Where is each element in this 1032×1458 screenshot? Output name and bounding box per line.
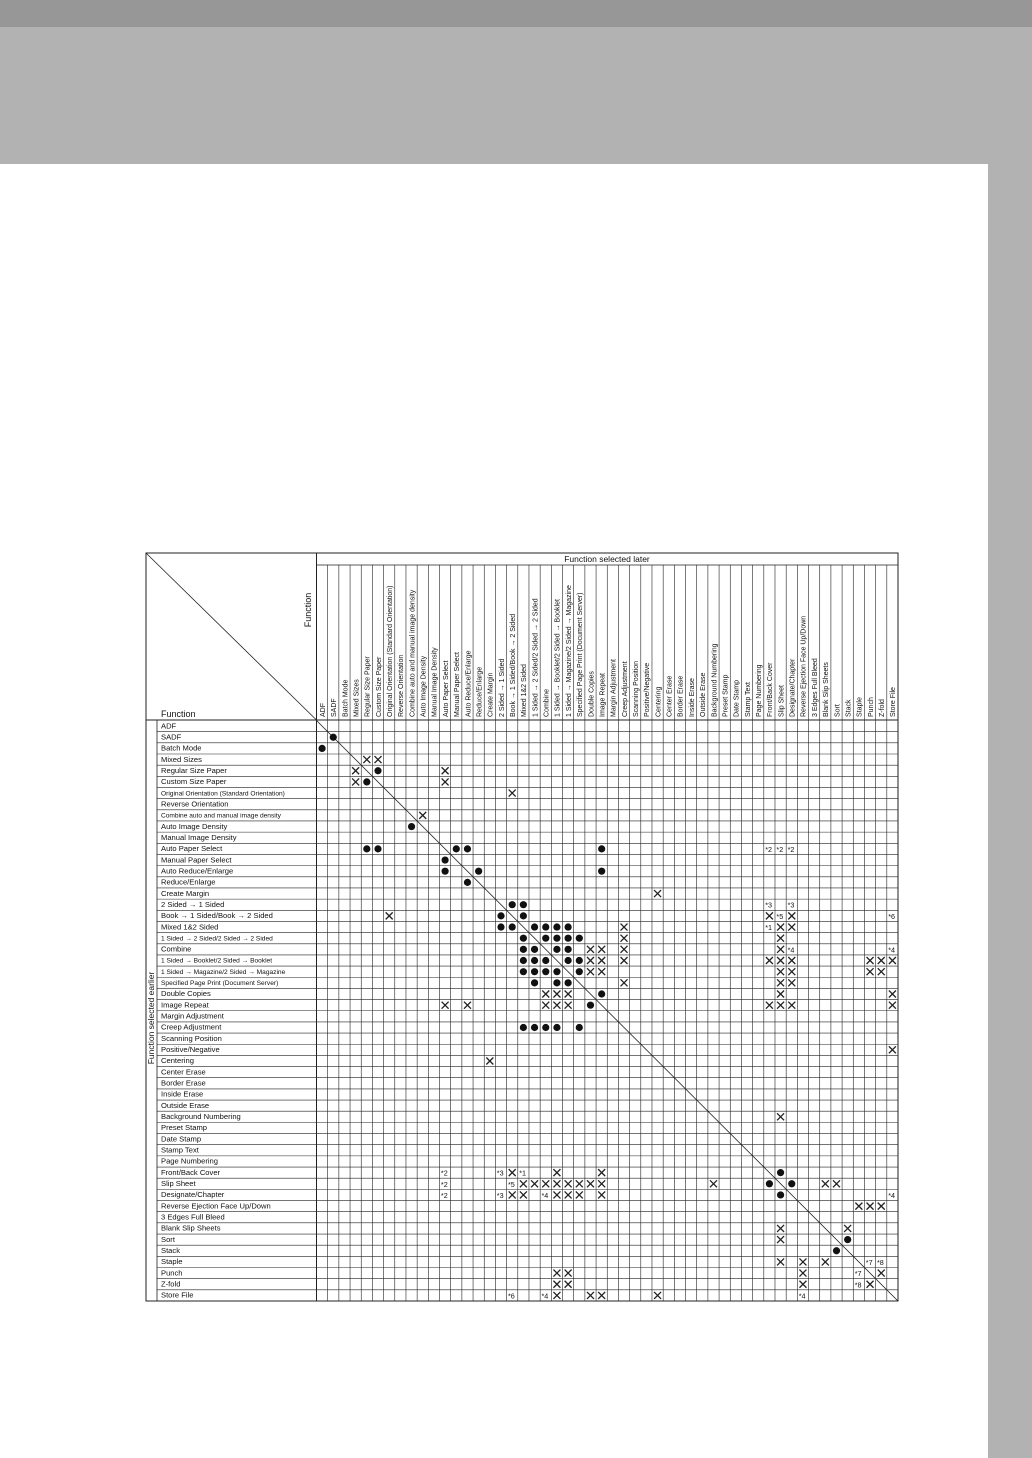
cell-dot-mark bbox=[553, 979, 560, 986]
column-label: Positive/Negative bbox=[644, 662, 652, 717]
cell-cross-mark bbox=[889, 1046, 896, 1053]
cell-cross-mark bbox=[799, 1270, 806, 1277]
row-label: Combine bbox=[161, 944, 192, 954]
column-label: Front/Back Cover bbox=[767, 662, 775, 717]
cell-dot-mark bbox=[330, 734, 337, 741]
row-label: 1 Sided → Magazine/2 Sided → Magazine bbox=[161, 968, 286, 976]
cell-cross-mark bbox=[766, 912, 773, 919]
cell-dot-mark bbox=[833, 1247, 840, 1254]
cell-cross-mark bbox=[464, 1002, 471, 1009]
cell-note-mark: *2 bbox=[787, 844, 795, 854]
cell-cross-mark bbox=[788, 912, 795, 919]
column-label: Reverse Orientation bbox=[398, 654, 406, 717]
row-label: Slip Sheet bbox=[161, 1179, 196, 1188]
column-labels bbox=[320, 585, 897, 717]
row-label: Original Orientation (Standard Orientation) bbox=[161, 790, 285, 798]
column-label: Custom Size Paper bbox=[375, 656, 383, 717]
cell-cross-mark bbox=[442, 778, 449, 785]
cell-dot-mark bbox=[464, 879, 471, 886]
cell-note-mark: *3 bbox=[496, 1190, 504, 1200]
cell-note-mark: *4 bbox=[888, 1190, 895, 1200]
cell-cross-mark bbox=[621, 924, 628, 931]
cell-dot-mark bbox=[520, 957, 527, 964]
cell-dot-mark bbox=[844, 1236, 851, 1243]
row-label: Mixed Sizes bbox=[161, 754, 202, 764]
cell-cross-mark bbox=[520, 1191, 527, 1198]
cell-dot-mark bbox=[442, 868, 449, 875]
row-label: Punch bbox=[161, 1268, 183, 1278]
column-label: 1 Sided → 2 Sided/2 Sided → 2 Sided bbox=[532, 598, 540, 717]
cell-cross-mark bbox=[542, 1180, 549, 1187]
cell-note-mark: *1 bbox=[765, 923, 772, 932]
row-label: Manual Paper Select bbox=[161, 855, 232, 865]
column-label: Reduce/Enlarge bbox=[476, 666, 484, 717]
row-label: Page Numbering bbox=[161, 1156, 218, 1166]
cell-cross-mark bbox=[587, 946, 594, 953]
cell-cross-mark bbox=[788, 979, 795, 986]
column-label: Manual Paper Select bbox=[454, 652, 462, 717]
cell-cross-mark bbox=[621, 979, 628, 986]
cell-cross-mark bbox=[386, 912, 393, 919]
corner-diagonal bbox=[146, 553, 317, 720]
row-label: Centering bbox=[161, 1056, 194, 1066]
column-label: Date Stamp bbox=[733, 680, 741, 717]
cell-cross-mark bbox=[889, 957, 896, 964]
cell-cross-mark bbox=[788, 1002, 795, 1009]
cell-cross-mark bbox=[598, 1180, 605, 1187]
row-label: Outside Erase bbox=[161, 1100, 210, 1110]
column-label: Z-fold bbox=[879, 699, 886, 717]
column-label: Reverse Ejection Face Up/Down bbox=[800, 615, 808, 717]
cell-dot-mark bbox=[542, 957, 549, 964]
cell-note-mark: *2 bbox=[440, 1190, 448, 1200]
cell-cross-mark bbox=[889, 1002, 896, 1009]
top-header-label: Function selected later bbox=[564, 554, 650, 564]
cell-cross-mark bbox=[654, 1292, 661, 1299]
cell-dot-mark bbox=[598, 868, 605, 875]
cell-cross-mark bbox=[878, 957, 885, 964]
cell-dot-mark bbox=[520, 1024, 527, 1031]
cell-cross-mark bbox=[565, 1002, 572, 1009]
column-label: Create Margin bbox=[487, 672, 495, 717]
cell-dot-mark bbox=[363, 845, 370, 852]
row-label: Create Margin bbox=[161, 888, 210, 898]
column-label: Inside Erase bbox=[688, 678, 696, 717]
cell-dot-mark bbox=[565, 946, 572, 953]
cell-cross-mark bbox=[542, 991, 549, 998]
cell-cross-mark bbox=[565, 1281, 572, 1288]
cell-note-mark: *1 bbox=[519, 1168, 526, 1178]
cell-dot-mark bbox=[520, 946, 527, 953]
row-label: Sort bbox=[161, 1234, 175, 1244]
cell-dot-mark bbox=[531, 979, 538, 986]
cell-cross-mark bbox=[777, 946, 784, 953]
row-label: Creep Adjustment bbox=[161, 1022, 222, 1032]
row-label: Stamp Text bbox=[161, 1145, 199, 1155]
cell-note-mark: *5 bbox=[776, 911, 784, 921]
cell-cross-mark bbox=[788, 924, 795, 931]
column-label: Scanning Position bbox=[633, 660, 640, 717]
cell-cross-mark bbox=[766, 957, 773, 964]
column-label: 2 Sided → 1 Sided bbox=[498, 658, 506, 717]
column-label: Stamp Text bbox=[744, 682, 752, 717]
cell-cross-mark bbox=[598, 1191, 605, 1198]
column-label: Auto Reduce/Enlarge bbox=[465, 650, 473, 717]
row-label: Front/Back Cover bbox=[161, 1167, 221, 1177]
row-label: 1 Sided → Booklet/2 Sided → Booklet bbox=[161, 957, 273, 965]
column-label: 3 Edges Full Bleed bbox=[811, 658, 819, 717]
cell-dot-mark bbox=[408, 823, 415, 830]
cell-cross-mark bbox=[598, 1292, 605, 1299]
cell-cross-mark bbox=[766, 1002, 773, 1009]
cell-dot-mark bbox=[576, 935, 583, 942]
side-header-label: Function selected earlier bbox=[146, 971, 156, 1065]
column-label: Batch Mode bbox=[342, 679, 350, 717]
cell-dot-mark bbox=[777, 1169, 784, 1176]
cell-dot-mark bbox=[520, 912, 527, 919]
row-label: 1 Sided → 2 Sided/2 Sided → 2 Sided bbox=[161, 935, 273, 943]
column-label: Slip Sheet bbox=[778, 685, 786, 717]
column-label: Store File bbox=[890, 687, 898, 717]
cell-cross-mark bbox=[598, 968, 605, 975]
cell-cross-mark bbox=[363, 756, 370, 763]
cell-note-mark: *3 bbox=[765, 900, 772, 910]
cell-cross-mark bbox=[777, 979, 784, 986]
cell-cross-mark bbox=[867, 1203, 874, 1210]
cell-cross-mark bbox=[878, 968, 885, 975]
row-label: Stack bbox=[161, 1246, 180, 1255]
cell-cross-mark bbox=[621, 946, 628, 953]
row-label: Reverse Ejection Face Up/Down bbox=[161, 1201, 271, 1211]
column-label: Combine auto and manual image density bbox=[409, 589, 417, 717]
row-label: 2 Sided → 1 Sided bbox=[161, 899, 225, 909]
cell-cross-mark bbox=[799, 1258, 806, 1265]
cell-dot-mark bbox=[509, 901, 516, 908]
cell-cross-mark bbox=[565, 1270, 572, 1277]
cell-dot-mark bbox=[520, 968, 527, 975]
cell-dot-mark bbox=[542, 968, 549, 975]
cell-cross-mark bbox=[822, 1180, 829, 1187]
cell-cross-mark bbox=[509, 1169, 516, 1176]
cell-note-mark: *4 bbox=[787, 945, 795, 955]
cell-dot-mark bbox=[318, 745, 325, 752]
column-label: Background Numbering bbox=[711, 643, 719, 717]
cell-dot-mark bbox=[363, 778, 370, 785]
cell-cross-mark bbox=[531, 1180, 538, 1187]
row-label: Staple bbox=[161, 1257, 183, 1267]
column-label: SADF bbox=[331, 698, 339, 717]
cell-dot-mark bbox=[531, 946, 538, 953]
cell-cross-mark bbox=[654, 890, 661, 897]
cell-cross-mark bbox=[777, 1236, 784, 1243]
cell-cross-mark bbox=[788, 957, 795, 964]
cell-cross-mark bbox=[833, 1180, 840, 1187]
cell-cross-mark bbox=[777, 1258, 784, 1265]
cell-cross-mark bbox=[442, 1002, 449, 1009]
column-label: Sort bbox=[834, 704, 842, 717]
column-label: Border Erase bbox=[677, 675, 685, 717]
cell-cross-mark bbox=[553, 1180, 560, 1187]
column-label: Mixed 1&2 Sided bbox=[521, 664, 529, 717]
cell-note-mark: *7 bbox=[865, 1257, 873, 1267]
cell-cross-mark bbox=[878, 1203, 885, 1210]
cell-cross-mark bbox=[598, 1169, 605, 1176]
cell-note-mark: *8 bbox=[854, 1280, 862, 1290]
cell-note-mark: *2 bbox=[440, 1168, 448, 1178]
cell-dot-mark bbox=[497, 923, 504, 930]
column-label: 1 Sided → Booklet/2 Sided → Booklet bbox=[554, 599, 562, 717]
cell-note-mark: *2 bbox=[776, 844, 784, 854]
cell-dot-mark bbox=[565, 935, 572, 942]
cell-cross-mark bbox=[442, 767, 449, 774]
cell-cross-mark bbox=[844, 1225, 851, 1232]
row-label: Reduce/Enlarge bbox=[161, 877, 216, 887]
cell-dot-mark bbox=[598, 990, 605, 997]
cell-dot-mark bbox=[598, 845, 605, 852]
cell-dot-mark bbox=[531, 923, 538, 930]
cell-cross-mark bbox=[598, 957, 605, 964]
cell-dot-mark bbox=[531, 957, 538, 964]
cell-dot-mark bbox=[442, 856, 449, 863]
cell-cross-mark bbox=[587, 957, 594, 964]
column-label: Staple bbox=[856, 697, 864, 717]
cell-cross-mark bbox=[553, 1191, 560, 1198]
cell-cross-mark bbox=[553, 1281, 560, 1288]
cell-cross-mark bbox=[375, 756, 382, 763]
cell-cross-mark bbox=[777, 1225, 784, 1232]
cell-cross-mark bbox=[565, 991, 572, 998]
cell-cross-mark bbox=[777, 968, 784, 975]
row-label: Manual Image Density bbox=[161, 832, 237, 842]
cell-dot-mark bbox=[565, 923, 572, 930]
cell-dot-mark bbox=[542, 1024, 549, 1031]
cell-dot-mark bbox=[576, 1024, 583, 1031]
column-label: Auto Image Density bbox=[420, 655, 428, 717]
cell-cross-mark bbox=[587, 1292, 594, 1299]
row-label: Image Repeat bbox=[161, 1000, 209, 1010]
cell-cross-mark bbox=[352, 767, 359, 774]
cell-note-mark: *4 bbox=[798, 1291, 806, 1301]
cell-cross-mark bbox=[419, 812, 426, 819]
column-label: Preset Stamp bbox=[722, 674, 730, 717]
column-label: Creep Adjustment bbox=[621, 661, 629, 717]
cell-dot-mark bbox=[475, 868, 482, 875]
row-label: Double Copies bbox=[161, 989, 211, 999]
corner-top-function-label: Function bbox=[303, 592, 313, 628]
cell-cross-mark bbox=[777, 991, 784, 998]
column-label: Designate/Chapter bbox=[789, 658, 797, 717]
cell-dot-mark bbox=[766, 1180, 773, 1187]
cell-dot-mark bbox=[565, 979, 572, 986]
cell-cross-mark bbox=[799, 1281, 806, 1288]
row-label: Reverse Orientation bbox=[161, 799, 229, 809]
row-label: Specified Page Print (Document Server) bbox=[161, 980, 279, 988]
cell-cross-mark bbox=[576, 1180, 583, 1187]
row-label: Batch Mode bbox=[161, 743, 202, 753]
cell-note-mark: *2 bbox=[440, 1179, 448, 1189]
cell-dot-mark bbox=[777, 1191, 784, 1198]
cell-cross-mark bbox=[587, 968, 594, 975]
cell-cross-mark bbox=[598, 946, 605, 953]
cell-dot-mark bbox=[587, 1002, 594, 1009]
cell-cross-mark bbox=[565, 1191, 572, 1198]
column-label: Outside Erase bbox=[700, 672, 708, 717]
cell-note-mark: *2 bbox=[765, 844, 772, 854]
row-label: Inside Erase bbox=[161, 1089, 204, 1099]
cell-cross-mark bbox=[486, 1057, 493, 1064]
column-label: Margin Adjustment bbox=[610, 659, 618, 717]
cell-dot-mark bbox=[520, 935, 527, 942]
row-label: 3 Edges Full Bleed bbox=[161, 1212, 225, 1222]
cell-cross-mark bbox=[822, 1258, 829, 1265]
column-label: Mixed Sizes bbox=[353, 679, 361, 717]
cell-dot-mark bbox=[374, 845, 381, 852]
row-label: Border Erase bbox=[161, 1078, 206, 1088]
cell-dot-mark bbox=[553, 935, 560, 942]
cell-cross-mark bbox=[621, 935, 628, 942]
column-label: Image Repeat bbox=[599, 673, 607, 717]
cell-dot-mark bbox=[509, 923, 516, 930]
cell-cross-mark bbox=[777, 957, 784, 964]
row-label: SADF bbox=[161, 732, 182, 742]
cell-cross-mark bbox=[553, 1292, 560, 1299]
column-label: Auto Paper Select bbox=[442, 660, 450, 717]
cell-dot-mark bbox=[788, 1180, 795, 1187]
row-label: ADF bbox=[161, 721, 177, 731]
row-label: Background Numbering bbox=[161, 1112, 241, 1121]
cell-dot-mark bbox=[576, 968, 583, 975]
cell-cross-mark bbox=[565, 1180, 572, 1187]
row-label: Margin Adjustment bbox=[161, 1011, 224, 1021]
cell-cross-mark bbox=[867, 957, 874, 964]
row-label: Store File bbox=[161, 1290, 194, 1300]
row-label: Regular Size Paper bbox=[161, 766, 227, 775]
column-label: Double Copies bbox=[588, 671, 596, 717]
cell-note-mark: *4 bbox=[541, 1291, 549, 1301]
cell-cross-mark bbox=[576, 1191, 583, 1198]
cell-cross-mark bbox=[509, 1191, 516, 1198]
cell-note-mark: *7 bbox=[854, 1269, 862, 1279]
cell-note-mark: *3 bbox=[496, 1168, 504, 1178]
cell-note-mark: *8 bbox=[877, 1257, 884, 1267]
cell-dot-mark bbox=[565, 957, 572, 964]
cell-dot-mark bbox=[453, 845, 460, 852]
cell-dot-mark bbox=[542, 923, 549, 930]
column-label: ADF bbox=[319, 703, 327, 717]
cell-dot-mark bbox=[374, 767, 381, 774]
column-label: Original Orientation (Standard Orientation) bbox=[387, 585, 394, 717]
cell-cross-mark bbox=[777, 1113, 784, 1120]
cell-cross-mark bbox=[621, 957, 628, 964]
column-label: Stack bbox=[845, 699, 853, 717]
cell-cross-mark bbox=[553, 1169, 560, 1176]
column-label: Centering bbox=[655, 686, 663, 717]
cell-cross-mark bbox=[867, 968, 874, 975]
cell-cross-mark bbox=[520, 1180, 527, 1187]
column-label: Book → 1 Sided/Book → 2 Sided bbox=[510, 613, 517, 717]
column-label: Regular Size Paper bbox=[364, 656, 372, 717]
row-label: Auto Image Density bbox=[161, 821, 228, 831]
cell-cross-mark bbox=[587, 1180, 594, 1187]
cell-note-mark: *4 bbox=[541, 1190, 549, 1200]
row-label: Designate/Chapter bbox=[161, 1190, 225, 1200]
cell-cross-mark bbox=[542, 1002, 549, 1009]
cell-dot-mark bbox=[553, 1024, 560, 1031]
cell-cross-mark bbox=[777, 935, 784, 942]
cell-cross-mark bbox=[777, 924, 784, 931]
column-label: 1 Sided → Magazine/2 Sided → Magazine bbox=[565, 585, 573, 717]
row-label: Custom Size Paper bbox=[161, 777, 227, 787]
cell-cross-mark bbox=[710, 1180, 717, 1187]
cell-note-mark: *5 bbox=[508, 1179, 515, 1189]
row-label: Scanning Position bbox=[161, 1033, 222, 1043]
row-label: Preset Stamp bbox=[161, 1123, 208, 1133]
row-label: Center Erase bbox=[161, 1067, 206, 1077]
column-label: Center Erase bbox=[666, 675, 674, 717]
cell-cross-mark bbox=[553, 1270, 560, 1277]
cell-cross-mark bbox=[889, 991, 896, 998]
cell-note-mark: *4 bbox=[888, 945, 895, 955]
column-label: Page Numbering bbox=[756, 664, 763, 717]
corner-bottom-function-label: Function bbox=[161, 709, 196, 719]
cell-cross-mark bbox=[867, 1281, 874, 1288]
row-label: Z-fold bbox=[161, 1279, 181, 1289]
cell-cross-mark bbox=[553, 1002, 560, 1009]
row-label: Auto Reduce/Enlarge bbox=[161, 866, 234, 876]
cell-note-mark: *6 bbox=[508, 1291, 515, 1301]
column-label: Blank Slip Sheets bbox=[823, 662, 831, 717]
row-label: Positive/Negative bbox=[161, 1045, 220, 1055]
row-label: Date Stamp bbox=[161, 1134, 202, 1144]
row-label: Auto Paper Select bbox=[161, 844, 223, 854]
cell-dot-mark bbox=[542, 935, 549, 942]
cell-cross-mark bbox=[777, 1002, 784, 1009]
column-label: Manual Image Density bbox=[431, 647, 439, 717]
cell-dot-mark bbox=[464, 845, 471, 852]
cell-cross-mark bbox=[788, 968, 795, 975]
row-label: Blank Slip Sheets bbox=[161, 1223, 221, 1233]
cell-dot-mark bbox=[497, 912, 504, 919]
cell-cross-mark bbox=[509, 790, 516, 797]
cell-dot-mark bbox=[531, 968, 538, 975]
cell-dot-mark bbox=[553, 946, 560, 953]
column-label: Punch bbox=[867, 697, 875, 717]
cell-cross-mark bbox=[553, 991, 560, 998]
column-label: Specified Page Print (Document Server) bbox=[577, 592, 585, 717]
row-label: Book → 1 Sided/Book → 2 Sided bbox=[161, 911, 273, 921]
cell-dot-mark bbox=[520, 901, 527, 908]
cell-dot-mark bbox=[531, 1024, 538, 1031]
cell-cross-mark bbox=[878, 1270, 885, 1277]
cell-note-mark: *3 bbox=[787, 900, 795, 910]
cell-cross-mark bbox=[855, 1203, 862, 1210]
cell-cross-mark bbox=[352, 778, 359, 785]
row-label: Combine auto and manual image density bbox=[161, 812, 281, 820]
cell-dot-mark bbox=[576, 957, 583, 964]
column-label: Combine bbox=[543, 688, 551, 717]
cell-note-mark: *6 bbox=[888, 911, 895, 921]
cell-dot-mark bbox=[553, 968, 560, 975]
cell-dot-mark bbox=[553, 923, 560, 930]
row-label: Mixed 1&2 Sided bbox=[161, 922, 219, 932]
